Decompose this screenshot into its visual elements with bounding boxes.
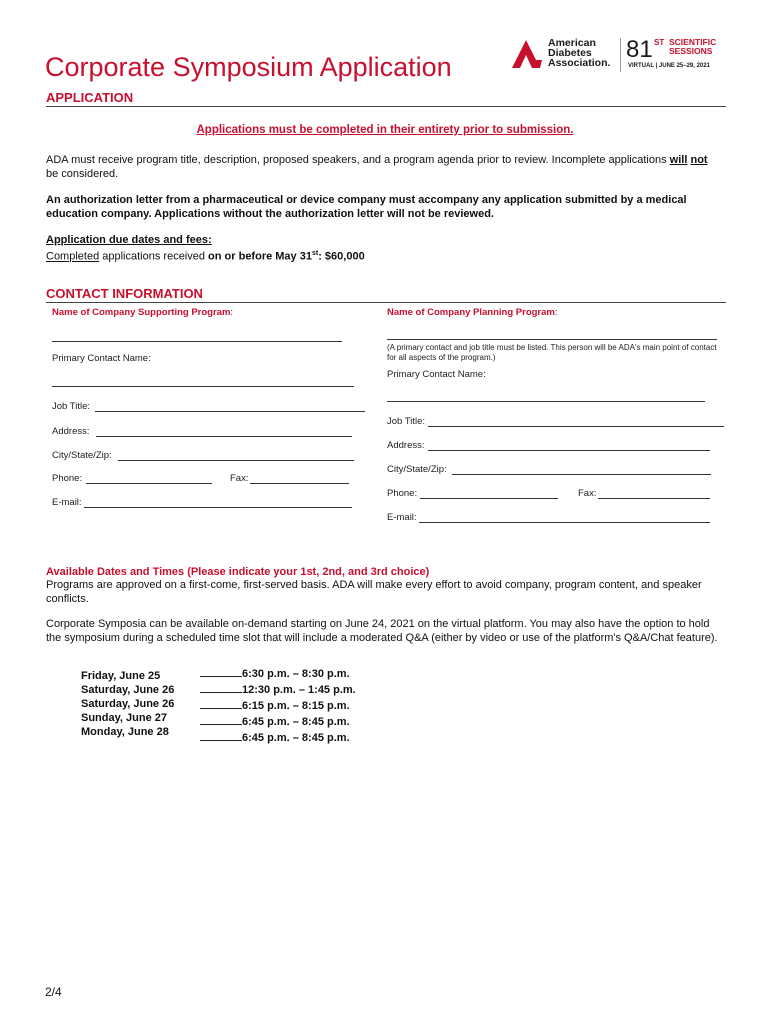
left-address-field[interactable] bbox=[96, 436, 352, 437]
right-fax-field[interactable] bbox=[598, 498, 710, 499]
left-job-title-field[interactable] bbox=[95, 411, 365, 412]
supporting-company-field[interactable] bbox=[52, 341, 342, 342]
page-title: Corporate Symposium Application bbox=[45, 52, 452, 82]
session-line-1: SCIENTIFIC bbox=[669, 37, 717, 47]
right-city-field[interactable] bbox=[452, 474, 711, 475]
left-fax-field[interactable] bbox=[250, 483, 349, 484]
page-number: 2/4 bbox=[45, 985, 62, 999]
right-email-field[interactable] bbox=[419, 522, 710, 523]
slot-row: 6:45 p.m. – 8:45 p.m. bbox=[200, 729, 400, 745]
application-heading: APPLICATION bbox=[46, 90, 134, 105]
left-phone-field[interactable] bbox=[86, 483, 212, 484]
right-job-title-field[interactable] bbox=[428, 426, 724, 427]
right-email-label: E-mail: bbox=[387, 512, 417, 523]
session-number: 81 bbox=[626, 36, 653, 63]
left-fax-label: Fax: bbox=[230, 473, 249, 484]
session-suffix: ST bbox=[654, 38, 665, 47]
slot-choice-field[interactable] bbox=[200, 713, 242, 725]
right-primary-contact-field[interactable] bbox=[387, 401, 705, 402]
available-dates-heading: Available Dates and Times (Please indicate your 1st, 2nd, and 3rd choice) bbox=[46, 566, 430, 578]
planning-company-label: Name of Company Planning Program: bbox=[387, 307, 558, 318]
slot-row: 6:15 p.m. – 8:15 p.m. bbox=[200, 697, 400, 713]
slot-days bbox=[81, 669, 201, 739]
left-email-field[interactable] bbox=[84, 507, 352, 508]
primary-contact-note: (A primary contact and job title must be listed. This person will be ADA's main point of contact for all aspects of the program.) bbox=[387, 343, 717, 362]
right-primary-contact-label: Primary Contact Name: bbox=[387, 369, 486, 380]
right-fax-label: Fax: bbox=[578, 488, 597, 499]
contact-divider bbox=[46, 302, 726, 303]
slot-choice-field[interactable] bbox=[200, 681, 242, 693]
slot-day: Saturday, June 26 bbox=[81, 698, 175, 710]
left-phone-label: Phone: bbox=[52, 473, 83, 484]
due-dates-heading: Application due dates and fees: bbox=[46, 234, 212, 246]
supporting-company-label: Name of Company Supporting Program: bbox=[52, 307, 234, 318]
ada-logo bbox=[512, 38, 722, 72]
authorization-letter-paragraph: An authorization letter from a pharmaceutical or device company must accompany any application submitted by a medical education company. Applications without the authorization letter will not be reviewed. bbox=[46, 194, 687, 220]
slot-row: 6:45 p.m. – 8:45 p.m. bbox=[200, 713, 400, 729]
org-line-3: Association. bbox=[548, 57, 611, 69]
first-come-paragraph: Programs are approved on a first-come, first-served basis. ADA will make every effort to avoid company, program content, and speaker conflicts. bbox=[46, 579, 702, 605]
planning-company-field[interactable] bbox=[387, 339, 717, 340]
due-dates-block bbox=[46, 233, 721, 264]
application-divider bbox=[46, 106, 726, 107]
left-job-title-label: Job Title: bbox=[52, 401, 91, 412]
org-line-2: Diabetes bbox=[548, 47, 592, 59]
slot-choice-field[interactable] bbox=[200, 665, 242, 677]
slot-day: Sunday, June 27 bbox=[81, 712, 167, 724]
on-demand-paragraph: Corporate Symposia can be available on-demand starting on June 24, 2021 on the virtual platform. You may also have the option to hold the symposium during a scheduled time slot that will include a moderated Q&A (either by video or use of the platform's Q&A/Chat feature). bbox=[46, 618, 718, 644]
slot-day: Saturday, June 26 bbox=[81, 684, 175, 696]
slot-choice-field[interactable] bbox=[200, 729, 242, 741]
org-line-1: American bbox=[548, 37, 596, 49]
left-address-label: Address: bbox=[52, 426, 90, 437]
left-city-field[interactable] bbox=[118, 460, 354, 461]
session-line-2: SESSIONS bbox=[669, 46, 713, 56]
slot-times bbox=[200, 665, 400, 745]
left-primary-contact-label: Primary Contact Name: bbox=[52, 353, 151, 364]
slot-day: Monday, June 28 bbox=[81, 726, 169, 738]
slot-row: 6:30 p.m. – 8:30 p.m. bbox=[200, 665, 400, 681]
due-dates-line: Completed applications received on or before May 31st: $60,000 bbox=[46, 250, 365, 263]
left-primary-contact-field[interactable] bbox=[52, 386, 354, 387]
left-city-label: City/State/Zip: bbox=[52, 450, 112, 461]
right-address-label: Address: bbox=[387, 440, 425, 451]
review-requirements-paragraph: ADA must receive program title, description, proposed speakers, and a program agenda prior to review. Incomplete applications will not be considered. bbox=[46, 154, 708, 180]
logo-divider bbox=[620, 38, 621, 72]
completion-notice: Applications must be completed in their entirety prior to submission. bbox=[196, 124, 574, 136]
contact-heading: CONTACT INFORMATION bbox=[46, 286, 203, 301]
slot-day: Friday, June 25 bbox=[81, 670, 161, 682]
right-phone-label: Phone: bbox=[387, 488, 418, 499]
right-phone-field[interactable] bbox=[420, 498, 558, 499]
session-dates: VIRTUAL | JUNE 25–29, 2021 bbox=[628, 63, 710, 69]
right-job-title-label: Job Title: bbox=[387, 416, 426, 427]
left-email-label: E-mail: bbox=[52, 497, 82, 508]
slot-row: 12:30 p.m. – 1:45 p.m. bbox=[200, 681, 400, 697]
slot-choice-field[interactable] bbox=[200, 697, 242, 709]
right-city-label: City/State/Zip: bbox=[387, 464, 447, 475]
right-address-field[interactable] bbox=[428, 450, 710, 451]
